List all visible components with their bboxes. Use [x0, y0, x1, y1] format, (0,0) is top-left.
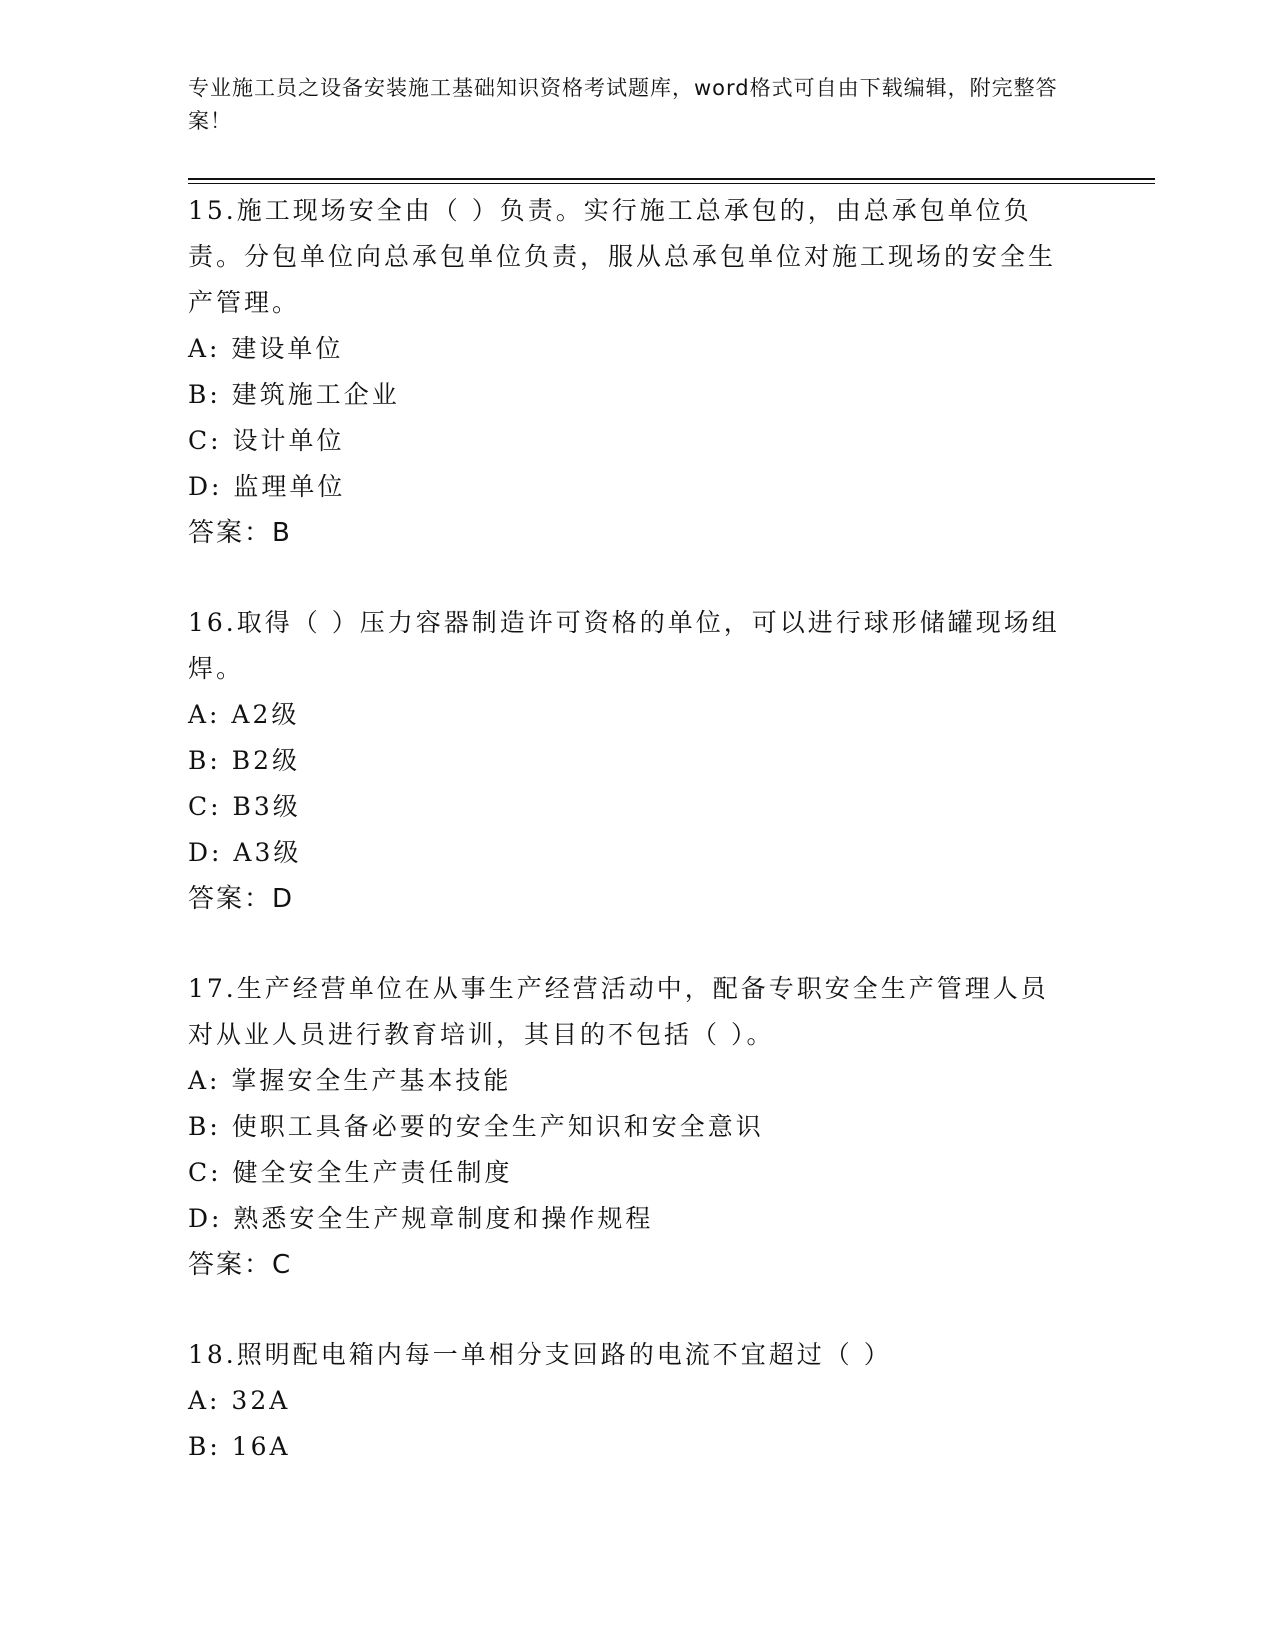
option-d: D: 监理单位: [188, 472, 346, 501]
option-a: A: 建设单位: [188, 334, 344, 363]
option-a: A: A2级: [188, 700, 300, 729]
option-d: D: 熟悉安全生产规章制度和操作规程: [188, 1204, 654, 1233]
question-item: [188, 1332, 1088, 1470]
document-header: 专业施工员之设备安装施工基础知识资格考试题库，word格式可自由下载编辑，附完整答案！: [188, 76, 1058, 133]
question-text: 15.施工现场安全由（ ）负责。实行施工总承包的，由总承包单位负责。分包单位向总承包单位负责，服从总承包单位对施工现场的安全生产管理。: [188, 196, 1057, 317]
answer-line: 答案：B: [188, 518, 292, 548]
option-b: B: B2级: [188, 746, 301, 775]
question-list: [188, 188, 1088, 1470]
option-c: C: 健全安全生产责任制度: [188, 1158, 513, 1187]
question-item: [188, 966, 1088, 1288]
option-b: B: 建筑施工企业: [188, 380, 400, 409]
answer-line: 答案：D: [188, 884, 295, 914]
question-text: 18.照明配电箱内每一单相分支回路的电流不宜超过（ ）: [188, 1340, 892, 1369]
question-spacer: [188, 1288, 1088, 1332]
option-d: D: A3级: [188, 838, 302, 867]
option-a: A: 32A: [188, 1386, 291, 1415]
option-c: C: 设计单位: [188, 426, 345, 455]
header-divider-thick: [188, 178, 1155, 180]
option-b: B: 使职工具备必要的安全生产知识和安全意识: [188, 1112, 764, 1141]
answer-line: 答案：C: [188, 1250, 293, 1280]
question-spacer: [188, 922, 1088, 966]
option-c: C: B3级: [188, 792, 301, 821]
option-a: A: 掌握安全生产基本技能: [188, 1066, 512, 1095]
question-item: [188, 600, 1088, 922]
header-divider-thin: [188, 183, 1155, 184]
question-spacer: [188, 556, 1088, 600]
question-item: [188, 188, 1088, 556]
question-text: 16.取得（ ）压力容器制造许可资格的单位，可以进行球形储罐现场组焊。: [188, 608, 1060, 683]
question-text: 17.生产经营单位在从事生产经营活动中，配备专职安全生产管理人员对从业人员进行教育培训，其目的不包括（ ）。: [188, 974, 1049, 1049]
option-b: B: 16A: [188, 1432, 291, 1461]
